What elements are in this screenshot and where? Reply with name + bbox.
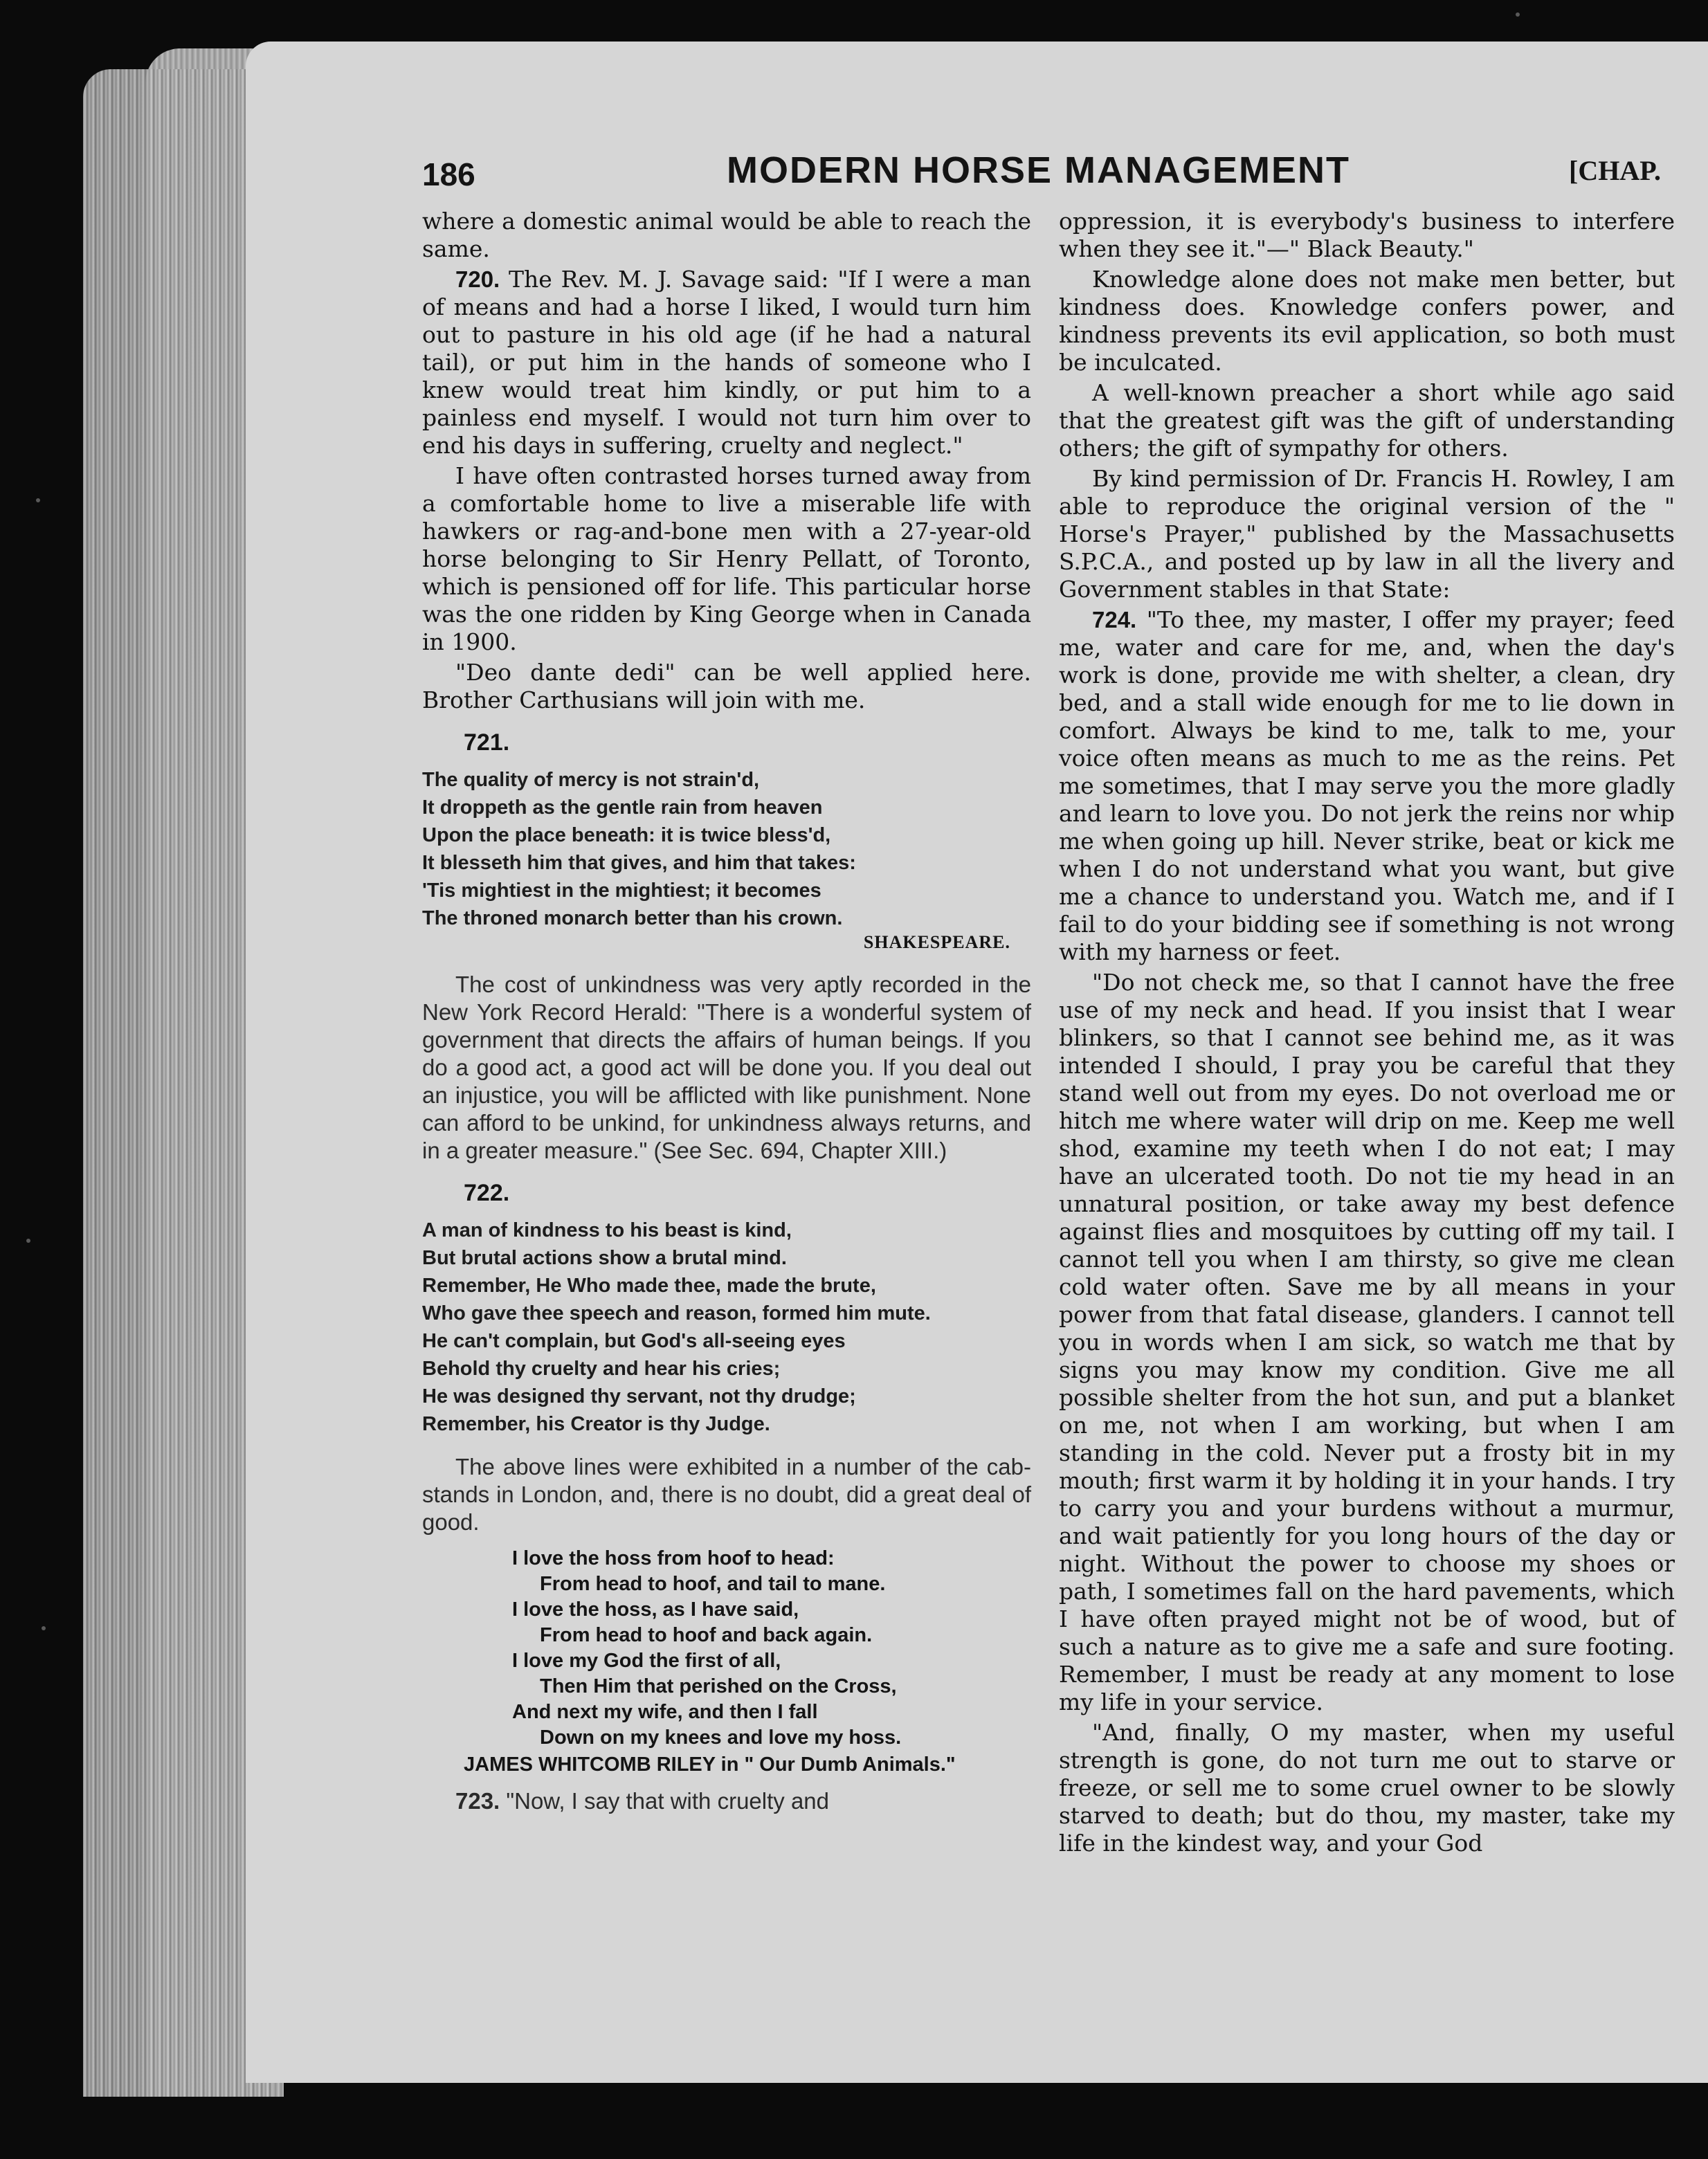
verse-line: Who gave thee speech and reason, formed him mute. (422, 1302, 931, 1324)
poem-line: I love the hoss, as I have said, (512, 1598, 799, 1621)
poem-line: From head to hoof, and tail to mane. (540, 1573, 886, 1595)
scan-speck (26, 1239, 30, 1243)
poem-line: And next my wife, and then I fall (512, 1701, 818, 1723)
paragraph: The cost of unkindness was very aptly recorded in the New York Record Herald: "There is a wonderful system of government that directs the affairs of human beings. If you do a good act, a good act will be done you. If you deal out an injustice, you will be afflicted with like punishment. None can afford to be unkind, for unkindness always returns, and in a greater measure." (See Sec. 694, Chapter XIII.) (422, 972, 1031, 1163)
poem-credit: JAMES WHITCOMB RILEY in " Our Dumb Animals." (464, 1753, 956, 1776)
section-720 (422, 266, 1031, 459)
paragraph: Knowledge alone does not make men better, but kindness does. Knowledge confers power, and kindness prevents its evil application, so both must be inculcated. (1059, 266, 1675, 376)
verse-721 (422, 766, 1031, 932)
paragraph: oppression, it is everybody's business to interfere when they see it."—" Black Beauty." (1059, 208, 1675, 262)
right-column (1059, 208, 1675, 1860)
section-number: 720. (455, 266, 500, 292)
section-text: "To thee, my master, I offer my prayer; feed me, water and care for me, and, when the day's work is done, provide me with shelter, a clean, dry bed, and a stall wide enough for me to lie down in comfort. Always be kind to me, talk to me, your voice often means as much to me as the reins. Pet me sometimes, that I may serve you the more gladly and learn to love you. Do not jerk the reins nor whip me when going up hill. Never strike, beat or kick me when I do not understand what you want, but give me a chance to understand you. Watch me, and if I fail to do your bidding see if something is not wrong with my harness or feet. (1059, 606, 1675, 965)
poem-line: I love the hoss from hoof to head: (512, 1547, 835, 1569)
paragraph: "And, finally, O my master, when my useful strength is gone, do not turn me out to starve or freeze, or sell me to some cruel owner to be slowly starved to death; but do thou, my master, take my life in the kindest way, and your God (1059, 1719, 1675, 1857)
left-column (422, 208, 1031, 1818)
poem-line: Then Him that perished on the Cross, (540, 1675, 897, 1697)
riley-poem (464, 1546, 1031, 1778)
scan-speck (36, 498, 40, 502)
verse-line: 'Tis mightiest in the mightiest; it becomes (422, 880, 821, 902)
verse-line: But brutal actions show a brutal mind. (422, 1247, 787, 1269)
scan-speck (1516, 12, 1520, 17)
poem-line: From head to hoof and back again. (540, 1624, 873, 1646)
section-724 (1059, 606, 1675, 966)
verse-line: The throned monarch better than his crown. (422, 907, 843, 929)
paragraph: By kind permission of Dr. Francis H. Rowley, I am able to reproduce the original version of the " Horse's Prayer," published by the Massachusetts S.P.C.A., and posted up by law in all the livery and Government stables in that State: (1059, 465, 1675, 603)
section-text: "Now, I say that with cruelty and (506, 1788, 829, 1814)
paragraph: A well-known preacher a short while ago said that the greatest gift was the gift of understanding others; the gift of sympathy for others. (1059, 379, 1675, 462)
scan-speck (42, 1626, 46, 1630)
verse-722 (422, 1217, 1031, 1438)
section-721-heading: 721. (464, 729, 510, 756)
paragraph: where a domestic animal would be able to reach the same. (422, 208, 1031, 262)
paragraph: The above lines were exhibited in a number of the cab-stands in London, and, there is no doubt, did a great deal of good. (422, 1454, 1031, 1535)
verse-line: He can't complain, but God's all-seeing eyes (422, 1330, 846, 1352)
verse-line: Remember, He Who made thee, made the brute, (422, 1275, 876, 1297)
page-header (422, 149, 1661, 204)
poem-line: Down on my knees and love my hoss. (540, 1727, 902, 1749)
section-723 (422, 1787, 1031, 1815)
verse-line: It blesseth him that gives, and him that takes: (422, 852, 856, 874)
verse-line: Remember, his Creator is thy Judge. (422, 1413, 770, 1435)
section-number: 724. (1092, 607, 1137, 632)
poem-line: I love my God the first of all, (512, 1650, 781, 1672)
verse-attribution: SHAKESPEARE. (863, 932, 1010, 952)
paragraph: "Do not check me, so that I cannot have the free use of my neck and head. If you insist that I wear blinkers, so that I cannot see behind me, as it was intended I should, I pray you be careful that they stand well out from my eyes. Do not overload me or hitch me where water will drip on me. Keep me well shod, examine my teeth when I do not eat; I may have an ulcerated tooth. Do not tie my head in an unnatural position, or take away my best defence against flies and mosquitoes by cutting off my tail. I cannot tell you when I am thirsty, so give me clean cold water often. Save me by all means in your power from that fatal disease, glanders. I cannot tell you in words when I am sick, so watch me that by signs you may know my condition. Give me all possible shelter from the hot sun, and put a blanket on me, not when I am working, but when I am standing in the cold. Never put a frosty bit in my mouth; first warm it by holding it in your hands. I try to carry you and your burdens without a murmur, and wait patiently for you long hours of the day or night. Without the power to choose my shoes or path, I sometimes fall on the hard pavements, which I have often prayed might not be of wood, but of such a nature as to give me a safe and sure footing. Remember, I must be ready at any moment to lose my life in your service. (1059, 969, 1675, 1715)
paragraph: I have often contrasted horses turned away from a comfortable home to live a miserable life with hawkers or rag-and-bone men with a 27-year-old horse belonging to Sir Henry Pellatt, of Toronto, which is pensioned off for life. This particular horse was the one ridden by King George when in Canada in 1900. (422, 462, 1031, 655)
book-page-edges (83, 69, 273, 2097)
paragraph: "Deo dante dedi" can be well applied here. Brother Carthusians will join with me. (422, 659, 1031, 713)
running-title: MODERN HORSE MANAGEMENT (727, 149, 1351, 191)
section-722-heading: 722. (464, 1180, 510, 1206)
page-number: 186 (422, 156, 475, 192)
verse-line: He was designed thy servant, not thy drudge; (422, 1385, 856, 1408)
section-text: The Rev. M. J. Savage said: "If I were a man of means and had a horse I liked, I would turn him out to pasture in his old age (if he had a natural tail), or put him in the hands of someone who I knew would treat him kindly, or put him to a painless end myself. I would not turn him over to end his days in suffering, cruelty and neglect." (422, 266, 1031, 459)
section-number: 723. (455, 1788, 500, 1814)
chapter-marker: [CHAP. (1569, 155, 1661, 186)
verse-line: Upon the place beneath: it is twice bless'd, (422, 824, 831, 846)
verse-line: A man of kindness to his beast is kind, (422, 1219, 792, 1241)
verse-line: It droppeth as the gentle rain from heaven (422, 796, 823, 819)
verse-line: Behold thy cruelty and hear his cries; (422, 1358, 781, 1380)
verse-line: The quality of mercy is not strain'd, (422, 769, 760, 791)
